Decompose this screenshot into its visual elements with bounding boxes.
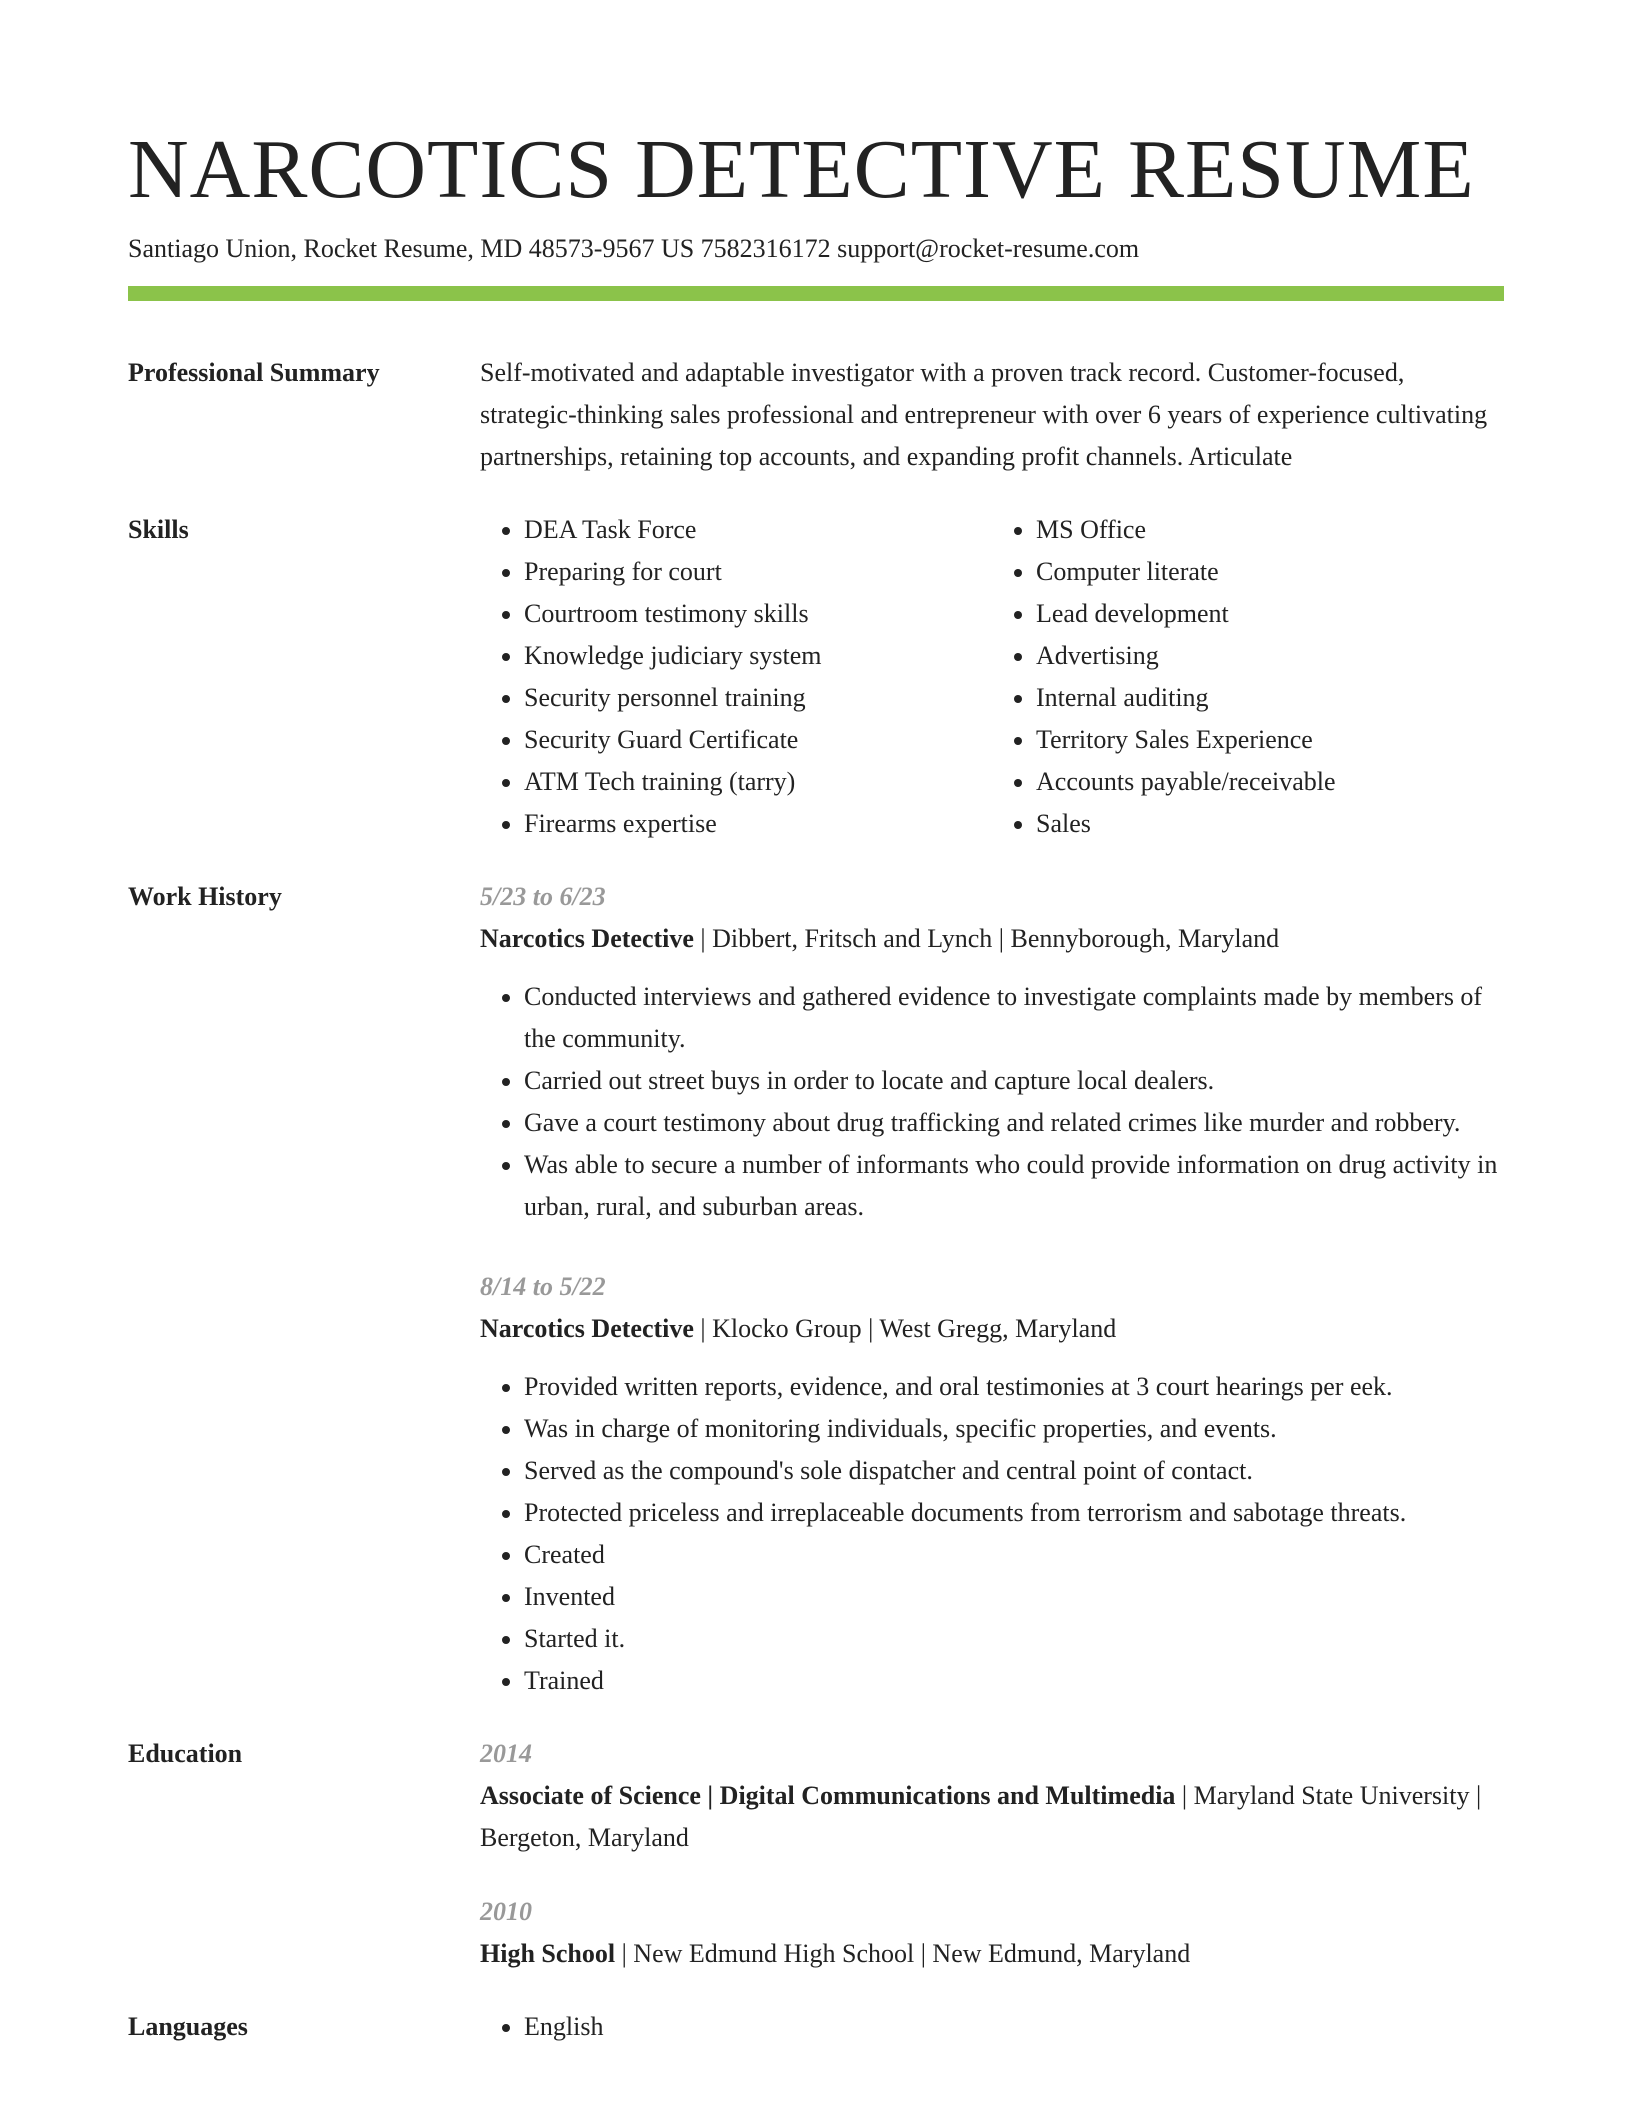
- languages-list: [480, 2006, 1504, 2048]
- education-heading: [480, 1775, 1504, 1859]
- section-work-history: [128, 876, 1504, 1702]
- accent-divider: [128, 286, 1504, 301]
- job-bullet: • Trained: [524, 1660, 1504, 1702]
- education-year: 2010: [480, 1897, 532, 1926]
- job-employer: | Klocko Group | West Gregg, Maryland: [693, 1314, 1117, 1343]
- job-bullet: • Protected priceless and irreplaceable documents from terrorism and sabotage threats.: [524, 1492, 1504, 1534]
- section-languages: [128, 2006, 1504, 2048]
- resume-header: [128, 122, 1504, 266]
- skill-item: • Advertising: [1036, 635, 1504, 677]
- summary-body: [480, 352, 1504, 478]
- job-bullet: • Provided written reports, evidence, and oral testimonies at 3 court hearings per eek.: [524, 1366, 1504, 1408]
- skill-item: • Accounts payable/receivable: [1036, 761, 1504, 803]
- job-title: Narcotics Detective: [480, 924, 694, 953]
- skill-item: • Courtroom testimony skills: [524, 593, 992, 635]
- job-bullet: • Gave a court testimony about drug trafficking and related crimes like murder and robbery.: [524, 1102, 1504, 1144]
- language-item: • English: [524, 2006, 1504, 2048]
- contact-line: Santiago Union, Rocket Resume, MD 48573-9567 US 7582316172 support@rocket-resume.com: [128, 234, 1140, 263]
- job-bullets: [480, 1366, 1504, 1702]
- job-bullet: • Conducted interviews and gathered evidence to investigate complaints made by members of the community.: [524, 976, 1504, 1060]
- job-employer: | Dibbert, Fritsch and Lynch | Bennyborough, Maryland: [693, 924, 1280, 953]
- section-label-languages: Languages: [128, 2012, 248, 2041]
- skill-item: • Security Guard Certificate: [524, 719, 992, 761]
- skill-item: • Knowledge judiciary system: [524, 635, 992, 677]
- skill-item: • Internal auditing: [1036, 677, 1504, 719]
- skill-item: • Firearms expertise: [524, 803, 992, 845]
- skill-item: • Territory Sales Experience: [1036, 719, 1504, 761]
- job-bullet: • Carried out street buys in order to locate and capture local dealers.: [524, 1060, 1504, 1102]
- education-year: 2014: [480, 1739, 532, 1768]
- education-school: | Maryland State University | Bergeton, Maryland: [480, 1781, 1482, 1852]
- languages-body: [480, 2006, 1504, 2048]
- skill-item: • Lead development: [1036, 593, 1504, 635]
- education-heading: [480, 1933, 1504, 1975]
- job-heading: [480, 918, 1504, 960]
- job-bullets: [480, 976, 1504, 1228]
- skills-list-right: [992, 509, 1504, 845]
- work-body: [480, 876, 1504, 1702]
- job-heading: [480, 1308, 1504, 1350]
- job-bullet: • Invented: [524, 1576, 1504, 1618]
- skill-item: • DEA Task Force: [524, 509, 992, 551]
- section-summary: [128, 352, 1504, 478]
- summary-text: Self-motivated and adaptable investigator with a proven track record. Customer-focused, strategic-thinking sales professional and entrepreneur with over 6 years of experience cultivating partnerships, retaining top accounts, and expanding profit channels. Articulate: [480, 358, 1488, 471]
- education-school: | New Edmund High School | New Edmund, Maryland: [615, 1939, 1191, 1968]
- job-bullet: • Served as the compound's sole dispatcher and central point of contact.: [524, 1450, 1504, 1492]
- section-skills: [128, 509, 1504, 845]
- education-degree: High School: [480, 1939, 616, 1968]
- section-label-skills: Skills: [128, 515, 189, 544]
- section-education: [128, 1733, 1504, 1975]
- job-entry: [480, 1266, 1504, 1702]
- skill-item: • Computer literate: [1036, 551, 1504, 593]
- skills-columns: [480, 509, 1504, 845]
- job-title: Narcotics Detective: [480, 1314, 694, 1343]
- section-label-work: Work History: [128, 882, 282, 911]
- section-label-summary: Professional Summary: [128, 358, 380, 387]
- education-body: [480, 1733, 1504, 1975]
- skills-list-left: [480, 509, 992, 845]
- skill-item: • Security personnel training: [524, 677, 992, 719]
- education-entry: [480, 1891, 1504, 1975]
- resume-title: NARCOTICS DETECTIVE RESUME: [128, 123, 1475, 216]
- job-dates: 5/23 to 6/23: [480, 882, 606, 911]
- job-bullet: • Was in charge of monitoring individuals, specific properties, and events.: [524, 1408, 1504, 1450]
- education-entry: [480, 1733, 1504, 1859]
- skill-item: • Sales: [1036, 803, 1504, 845]
- skill-item: • ATM Tech training (tarry): [524, 761, 992, 803]
- job-bullet: • Created: [524, 1534, 1504, 1576]
- job-bullet: • Was able to secure a number of informants who could provide information on drug activity in urban, rural, and suburban areas.: [524, 1144, 1504, 1228]
- skill-item: • MS Office: [1036, 509, 1504, 551]
- job-dates: 8/14 to 5/22: [480, 1272, 606, 1301]
- job-entry: [480, 876, 1504, 1228]
- education-degree: Associate of Science | Digital Communications and Multimedia: [480, 1781, 1176, 1810]
- job-bullet: • Started it.: [524, 1618, 1504, 1660]
- skill-item: • Preparing for court: [524, 551, 992, 593]
- resume-content: [128, 352, 1504, 2079]
- section-label-education: Education: [128, 1739, 243, 1768]
